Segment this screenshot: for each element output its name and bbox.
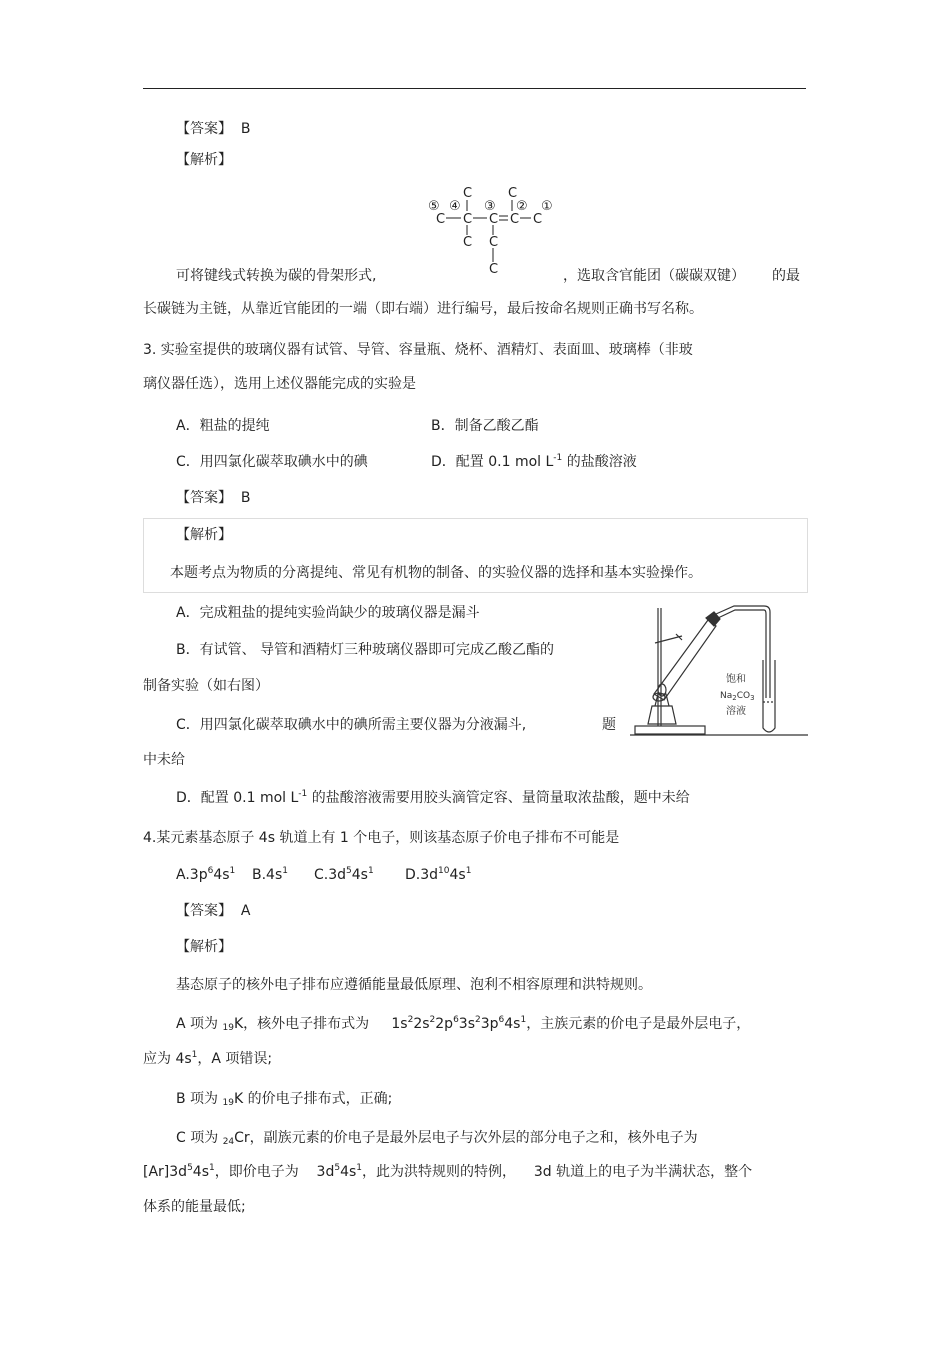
- analysis1-text-c: 的最: [772, 268, 800, 284]
- analysis2-d: D．配置 0.1 mol $L^{-1}$ 的盐酸溶液需要用胶头滴管定容、量筒量取浓盐酸，题中未给: [176, 789, 690, 806]
- analysis3-a: A 项为 $_{19}$K，核外电子排布式为 $1s^22s^22p^63s^23p^64s^1$，主族元素的价电子是最外层电子，: [176, 1015, 751, 1033]
- q3-option-b: B．制备乙酸乙酯: [431, 418, 539, 434]
- answer-label: 【答案】: [176, 490, 232, 506]
- analysis3-intro: 基态原子的核外电子排布应遵循能量最低原理、泡利不相容原理和洪特规则。: [176, 977, 652, 993]
- answer-label: 【答案】: [176, 121, 232, 137]
- atom-c-bottom: C: [489, 262, 499, 277]
- analysis1-text-a: 可将键线式转换为碳的骨架形式,: [176, 268, 377, 284]
- analysis1-text-b: ，选取含官能团（碳碳双键）: [563, 268, 745, 284]
- apparatus-label-na2co3: $Na_2CO_3$: [720, 691, 755, 702]
- q3-option-c: C．用四氯化碳萃取碘水中的碘: [176, 454, 368, 470]
- carbon-skeleton-diagram: [424, 180, 564, 280]
- header-rule: [143, 88, 806, 89]
- analysis3-c: C 项为 $_{24}$Cr，副族元素的价电子是最外层电子与次外层的部分电子之和，核外电子为: [176, 1130, 698, 1147]
- analysis2-b1: B．有试管、 导管和酒精灯三种玻璃仪器即可完成乙酸乙酯的: [176, 642, 555, 658]
- locant-3: ③: [484, 199, 496, 214]
- q4-option-d: $D.3d^{10}4s^1$: [405, 866, 472, 883]
- analysis1-line2: 长碳链为主链，从靠近官能团的一端（即右端）进行编号，最后按命名规则正确书写名称。: [143, 301, 703, 317]
- analysis2-c2: 中未给: [143, 752, 185, 768]
- analysis2-a: A．完成粗盐的提纯实验尚缺少的玻璃仪器是漏斗: [176, 605, 480, 621]
- atom-c-top-left: C: [463, 186, 473, 201]
- atom-c4: C: [463, 212, 473, 227]
- q4-option-c: $C.3d^54s^1$: [314, 866, 374, 883]
- atom-c3: C: [489, 212, 499, 227]
- locant-5: ⑤: [428, 199, 440, 214]
- locant-2: ②: [516, 199, 528, 214]
- analysis2-c1-tail: 题: [602, 717, 616, 733]
- analysis-label-3: 【解析】: [176, 939, 232, 955]
- analysis3-c3: 体系的能量最低;: [143, 1199, 246, 1215]
- locant-4: ④: [449, 199, 461, 214]
- analysis-label-2: 【解析】: [176, 527, 232, 543]
- atom-c2: C: [510, 212, 520, 227]
- atom-c1: C: [533, 212, 543, 227]
- answer-line-1: [176, 120, 251, 138]
- answer-value: A: [240, 903, 251, 919]
- q3-option-d: D．配置 0.1 mol $L^{-1}$ 的盐酸溶液: [431, 453, 637, 470]
- analysis2-c1: C．用四氯化碳萃取碘水中的碘所需主要仪器为分液漏斗,: [176, 717, 527, 733]
- analysis3-c2: $[Ar]3d^54s^1$，即价电子为 $3d^54s^1$，此为洪特规则的特例， 3d 轨道上的电子为半满状态，整个: [143, 1163, 753, 1180]
- atom-c-below-3: C: [489, 235, 499, 250]
- atom-c-top-right: C: [508, 186, 518, 201]
- apparatus-label-solution: 溶液: [726, 706, 746, 717]
- q3-stem-line1: 3. 实验室提供的玻璃仪器有试管、导管、容量瓶、烧杯、酒精灯、表面皿、玻璃棒（非玻: [143, 342, 693, 358]
- analysis3-a2: 应为 $4s^1$，A 项错误;: [143, 1050, 273, 1067]
- answer-line-3: [176, 902, 250, 920]
- q4-option-b: $B.4s^1$: [252, 866, 288, 883]
- answer-label: 【答案】: [176, 903, 232, 919]
- analysis2-b2: 制备实验（如右图）: [143, 678, 269, 694]
- analysis3-b: B 项为 $_{19}$K 的价电子排布式，正确;: [176, 1091, 393, 1108]
- electron-config: $1s^22s^22p^63s^23p^64s^1$: [391, 1015, 527, 1032]
- answer-line-2: [176, 489, 251, 507]
- q4-option-a: $A.3p^64s^1$: [176, 866, 236, 883]
- q4-stem: 4.某元素基态原子 4s 轨道上有 1 个电子，则该基态原子价电子排布不可能是: [143, 830, 620, 846]
- q3-stem-line2: 璃仪器任选），选用上述仪器能完成的实验是: [143, 376, 416, 392]
- answer-value: B: [240, 490, 251, 506]
- atom-c-below-4: C: [463, 235, 473, 250]
- atom-c5: C: [436, 212, 446, 227]
- ester-apparatus-figure: [630, 598, 810, 740]
- q3-option-a: A．粗盐的提纯: [176, 418, 270, 434]
- apparatus-label-saturated: 饱和: [726, 674, 746, 685]
- locant-1: ①: [541, 199, 553, 214]
- analysis-label-1: 【解析】: [176, 152, 232, 168]
- analysis2-intro: 本题考点为物质的分离提纯、常见有机物的制备、的实验仪器的选择和基本实验操作。: [170, 565, 702, 581]
- answer-value: B: [240, 121, 251, 137]
